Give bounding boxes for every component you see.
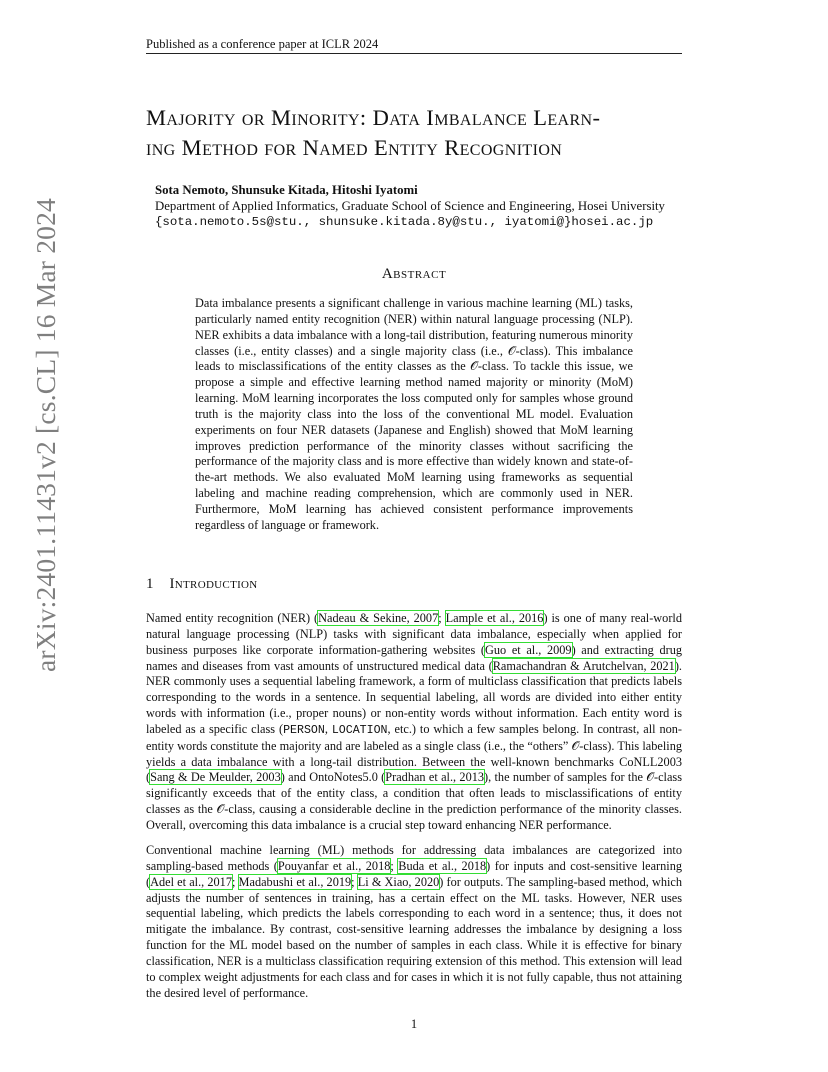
citation-link[interactable]: Sang & De Meulder, 2003 xyxy=(150,770,281,785)
arxiv-identifier: arXiv:2401.11431v2 [cs.CL] 16 Mar 2024 xyxy=(30,197,61,672)
author-names: Sota Nemoto, Shunsuke Kitada, Hitoshi Iyatomi xyxy=(155,183,418,197)
citation-link[interactable]: Li & Xiao, 2020 xyxy=(357,874,440,889)
text-run: ; xyxy=(390,858,399,873)
citation-link[interactable]: Buda et al., 2018 xyxy=(398,858,487,873)
entity-label-location: LOCATION xyxy=(331,723,388,737)
author-emails: {sota.nemoto.5s@stu., shunsuke.kitada.8y@stu., iyatomi@}hosei.ac.jp xyxy=(155,215,654,229)
text-run: , xyxy=(324,721,332,736)
text-run: ; xyxy=(438,611,446,625)
text-run: ). NER commonly uses a sequential labeling framework, a form of multiclass classification that predicts labels corresponding to the words in a sentence. In sequential labeling, all words are divided into either entity words with information (i.e., proper nouns) or non-entity words without information. Each entity word is labeled as a specific class ( xyxy=(146,658,682,736)
text-run: ; xyxy=(351,874,358,889)
author-affiliation: Department of Applied Informatics, Graduate School of Science and Engineering, Hosei University xyxy=(155,199,665,213)
citation-link[interactable]: Pouyanfar et al., 2018 xyxy=(277,858,391,873)
entity-label-person: PERSON xyxy=(283,723,325,737)
intro-paragraph-1 xyxy=(146,611,682,834)
section-heading-introduction xyxy=(146,576,258,593)
citation-link[interactable]: Adel et al., 2017 xyxy=(150,874,232,889)
page-number: 1 xyxy=(410,1017,418,1031)
text-run: ) for inputs and cost-sensitive learning ( xyxy=(146,858,683,889)
abstract-heading: Abstract xyxy=(381,266,447,282)
text-run: ) for outputs. The sampling-based method, which adjusts the number of sentences in training, has a certain effect on the ML tasks. However, NER uses sequential labeling, which predicts the labels corresponding to each word in a sentence; thus, it does not mitigate the imbalance. By contrast, cost-sensitive learning addresses the imbalance by designing a loss function for the ML model based on the number of samples in each class. While it is effective for binary classification, NER is a multiclass classification requiring extension of this method. This extension will lead to complex weight adjustments for each class and for cases in which it is not fully capable, thus not attaining the desired level of performance. xyxy=(146,874,682,1000)
text-run: , etc.) to which a few samples belong. In contrast, all non-entity words constitute the majority and are labeled as a single class (i.e., the “others” 𝒪-class). This labeling yields a data imbalance with a long-tail distribution. Between the well-known benchmarks CoNLL2003 ( xyxy=(146,721,682,785)
title-line-1: Majority or Minority: Data Imbalance Learn- xyxy=(146,105,601,130)
title-line-2: ing Method for Named Entity Recognition xyxy=(146,135,563,160)
text-run: ) is one of many real-world natural language processing (NLP) tasks with significant data imbalance, especially when applied for business purposes like corporate information-gathering websites ( xyxy=(146,611,682,657)
citation-link[interactable]: Madabushi et al., 2019 xyxy=(238,874,352,889)
author-block xyxy=(155,182,715,230)
citation-link[interactable]: Guo et al., 2009 xyxy=(485,642,572,657)
abstract-text: Data imbalance presents a significant challenge in various machine learning (ML) tasks, particularly named entity recognition (NER) within natural language processing (NLP). NER exhibits a data imbalance with a long-tail distribution, featuring numerous minority classes (i.e., entity classes) and a single majority class (i.e., 𝒪-class). This imbalance leads to misclassifications of the entity classes as the 𝒪-class. To tackle this issue, we propose a simple and effective learning method named majority or minority (MoM) learning. MoM learning incorporates the loss computed only for samples whose ground truth is the majority class into the loss of the conventional ML model. Evaluation experiments on four NER datasets (Japanese and English) showed that MoM learning improves prediction performance of the minority classes without sacrificing the performance of the majority class and is more effective than widely known and state-of-the-art methods. We also evaluated MoM learning using frameworks as sequential labeling and machine reading comprehension, which are commonly used in NER. Furthermore, MoM learning has achieved consistent performance improvements regardless of language or framework. xyxy=(195,296,633,532)
text-run: ; xyxy=(231,874,239,889)
text-run: ), the number of samples for the 𝒪-class significantly exceeds that of the entity class, a condition that often leads to misclassifications of entity classes as the 𝒪-class, causing a considerable decline in the prediction performance of the minority classes. Overall, overcoming this data imbalance is a crucial step toward enhancing NER performance. xyxy=(146,770,682,832)
citation-link[interactable]: Ramachandran & Arutchelvan, 2021 xyxy=(492,658,675,673)
citation-link[interactable]: Lample et al., 2016 xyxy=(445,611,544,625)
section-number: 1 xyxy=(146,576,154,592)
section-title: Introduction xyxy=(169,576,258,592)
paper-title xyxy=(146,103,706,163)
text-run: ) and extracting drug names and diseases from vast amounts of unstructured medical data ( xyxy=(146,642,682,673)
running-header: Published as a conference paper at ICLR 2024 xyxy=(146,36,682,54)
intro-paragraph-2 xyxy=(146,843,682,1001)
citation-link[interactable]: Nadeau & Sekine, 2007 xyxy=(318,611,439,625)
text-run: ) and OntoNotes5.0 ( xyxy=(280,770,386,785)
text-run: Named entity recognition (NER) ( xyxy=(146,611,319,625)
citation-link[interactable]: Pradhan et al., 2013 xyxy=(385,770,485,785)
text-run: Conventional machine learning (ML) methods for addressing data imbalances are categorized into sampling-based methods ( xyxy=(146,843,682,873)
